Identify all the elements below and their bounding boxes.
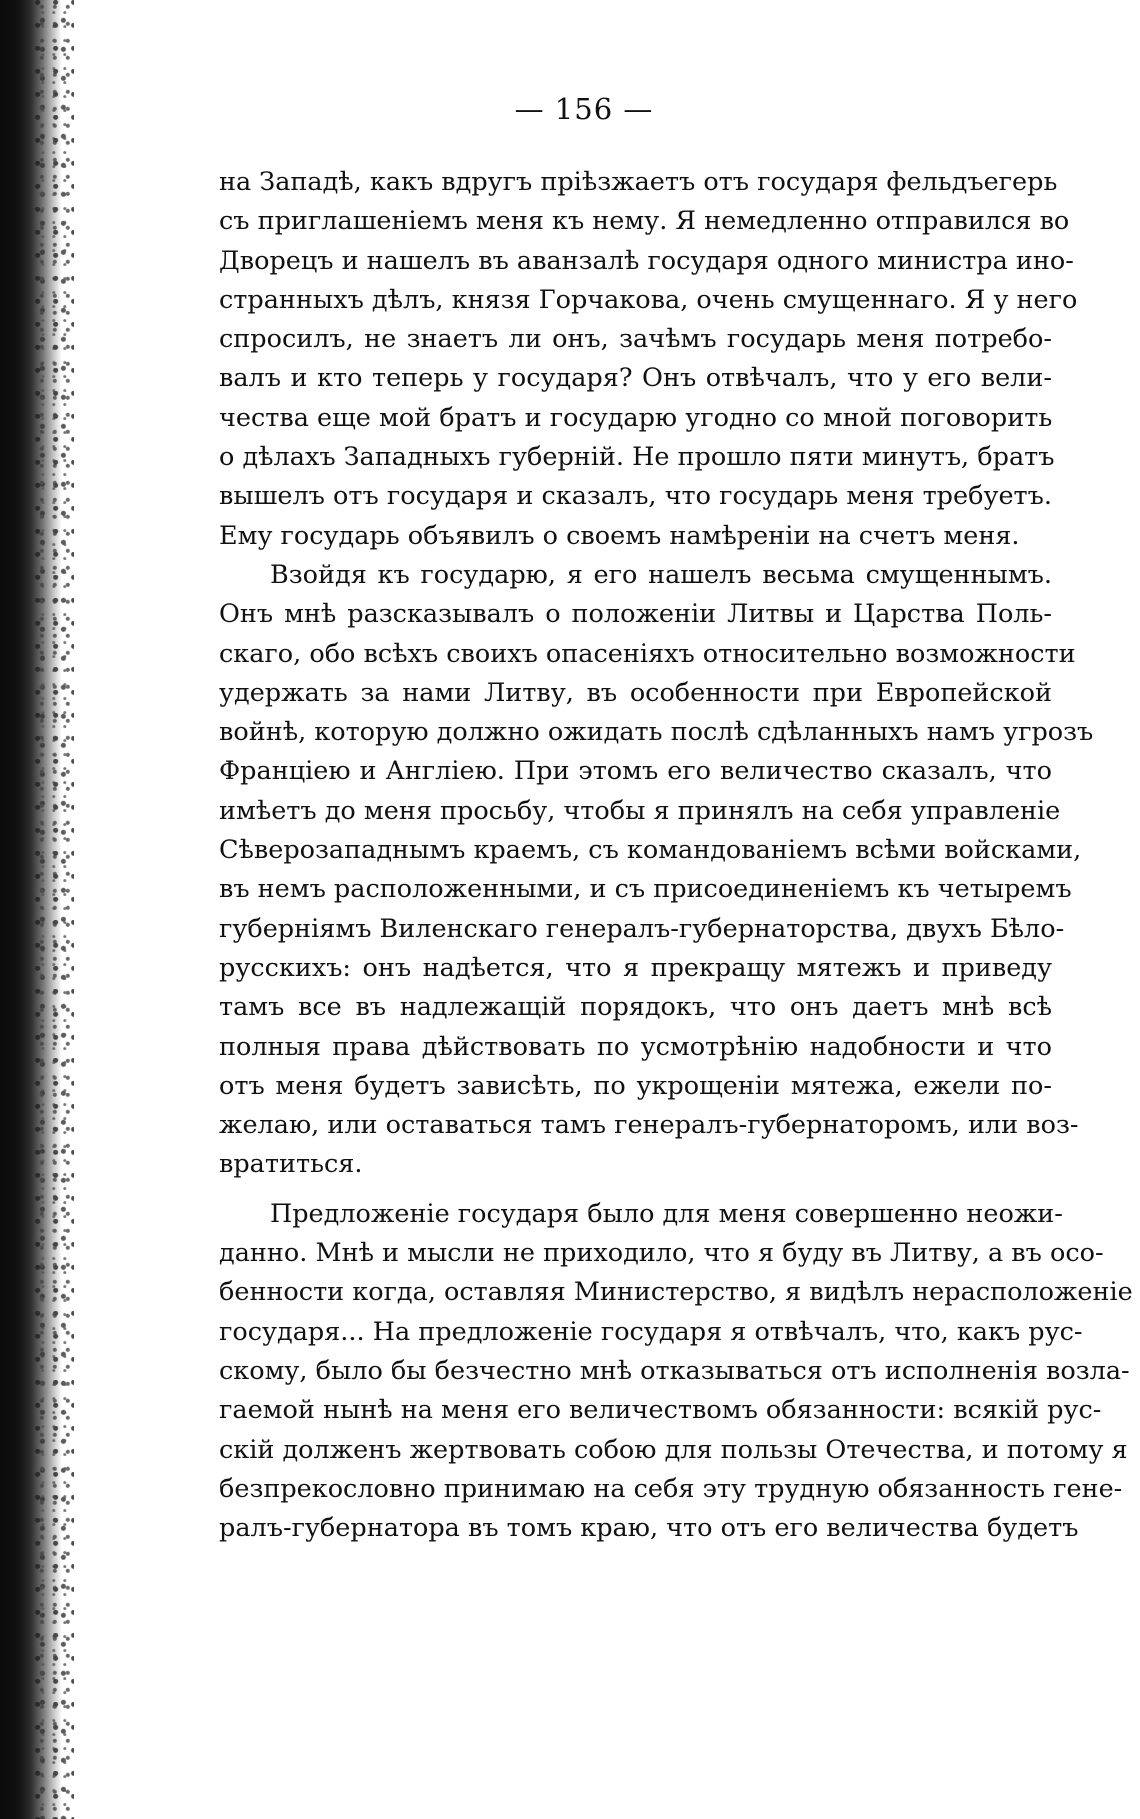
text-line: скаго, обо всѣхъ своихъ опасеніяхъ относительно возможности	[219, 638, 1076, 669]
text-line: Дворецъ и нашелъ въ аванзалѣ государя одного министра ино-	[219, 245, 1074, 276]
text-line: данно. Мнѣ и мысли не приходило, что я буду въ Литву, а въ осо-	[219, 1238, 1104, 1269]
text-line: войнѣ, которую должно ожидать послѣ сдѣланныхъ намъ угрозъ	[219, 717, 1094, 748]
text-line: отъ меня будетъ зависѣть, по укрощеніи мятежа, ежели по-	[219, 1070, 1052, 1101]
text-line: губерніямъ Виленскаго генералъ-губернаторства, двухъ Бѣло-	[219, 913, 1065, 944]
paragraph-2	[219, 556, 1094, 1185]
paragraph-3	[219, 1195, 1133, 1549]
text-line: въ немъ расположенными, и съ присоединеніемъ къ четыремъ	[219, 874, 1072, 905]
text-line: Ему государь объявилъ о своемъ намѣреніи на счетъ меня.	[219, 520, 1020, 551]
text-line: скому, было бы безчестно мнѣ отказываться отъ исполненія возла-	[219, 1355, 1130, 1386]
text-line: чества еще мой братъ и государю угодно со мной поговорить	[219, 402, 1053, 433]
text-line: на Западѣ, какъ вдругъ пріѣзжаетъ отъ государя фельдъегерь	[219, 167, 1058, 197]
text-line: вратиться.	[219, 1149, 363, 1180]
text-line: съ приглашеніемъ меня къ нему. Я немедленно отправился во	[219, 206, 1070, 237]
text-line: скій долженъ жертвовать собою для пользы Отечества, и потому я	[219, 1434, 1128, 1465]
text-line: безпрекословно принимаю на себя эту трудную обязанность гене-	[219, 1473, 1123, 1504]
paragraph-1	[219, 163, 1078, 556]
text-line: Онъ мнѣ разсказывалъ о положеніи Литвы и Царства Поль-	[219, 599, 1052, 630]
text-line: странныхъ дѣлъ, князя Горчакова, очень смущеннаго. Я у него	[219, 284, 1078, 315]
text-line: бенности когда, оставляя Министерство, я видѣлъ нерасположеніе	[219, 1277, 1133, 1308]
text-line: валъ и кто теперь у государя? Онъ отвѣчалъ, что у его вели-	[219, 363, 1052, 394]
text-line: государя... На предложеніе государя я отвѣчалъ, что, какъ рус-	[219, 1316, 1083, 1347]
text-line: Франціею и Англіею. При этомъ его величество сказалъ, что	[219, 756, 1052, 787]
text-line: ралъ-губернатора въ томъ краю, что отъ его величества будетъ	[219, 1513, 1079, 1544]
text-line: Сѣверозападнымъ краемъ, съ командованіемъ всѣми войсками,	[219, 835, 1082, 866]
scan-noise	[34, 0, 74, 1819]
text-line: русскихъ: онъ надѣется, что я прекращу мятежъ и приведу	[219, 952, 1052, 983]
text-line: спросилъ, не знаетъ ли онъ, зачѣмъ государь меня потребо-	[219, 324, 1052, 355]
page-number: — 156 —	[514, 92, 654, 126]
text-line: имѣетъ до меня просьбу, чтобы я принялъ на себя управленіе	[219, 795, 1061, 826]
text-line: тамъ все въ надлежащій порядокъ, что онъ даетъ мнѣ всѣ	[219, 992, 1052, 1023]
text-line: Предложеніе государя было для меня совершенно неожи-	[270, 1198, 1063, 1229]
text-line: желаю, или оставаться тамъ генералъ-губернаторомъ, или воз-	[219, 1110, 1079, 1141]
body-text	[219, 163, 1133, 1548]
text-line: полныя права дѣйствовать по усмотрѣнію надобности и что	[219, 1031, 1052, 1062]
text-line: Взойдя къ государю, я его нашелъ весьма смущеннымъ.	[270, 559, 1052, 590]
text-line: о дѣлахъ Западныхъ губерній. Не прошло пяти минутъ, братъ	[219, 442, 1055, 473]
text-line: удержать за нами Литву, въ особенности при Европейской	[219, 677, 1052, 708]
text-line: вышелъ отъ государя и сказалъ, что государь меня требуетъ.	[219, 481, 1052, 512]
text-line: гаемой нынѣ на меня его величествомъ обязанности: всякій рус-	[219, 1395, 1102, 1426]
